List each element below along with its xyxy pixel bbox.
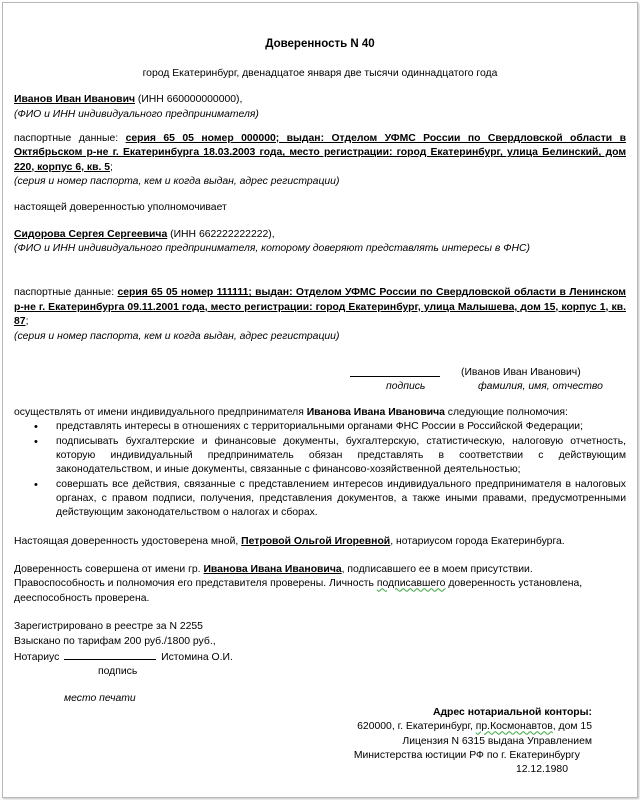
- passport-label-2: паспортные данные:: [14, 287, 118, 299]
- list-item: • представлять интересы в отношениях с территориальными органами ФНС России в Российской Федерации;: [56, 420, 626, 434]
- principal-passport-details: серия 65 05 номер 000000; выдан: Отделом УФМС России по Свердловской области в Октябрьском р-не г. Екатеринбурга 18.03.2003 года, место регистрации: город Екатеринбург, улица Белинский, дом 220, корпус 6, кв. 5: [14, 132, 626, 173]
- executed-line: [14, 563, 626, 577]
- principal-inn: (ИНН 660000000000),: [134, 94, 243, 106]
- document-body: [14, 37, 626, 778]
- signature-label: подпись: [386, 380, 426, 392]
- executed-text-end: , подписавшего ее в моем присутствии.: [341, 564, 533, 576]
- powers-intro-name: Иванова Ивана Ивановича: [306, 406, 445, 418]
- license-line: Лицензия N 6315 выдана Управлением: [402, 735, 592, 747]
- cert-text: Настоящая доверенность удостоверена мной,: [14, 535, 242, 547]
- signatory-name: (Иванов Иван Иванович): [461, 366, 581, 378]
- passport-semicolon-2: ;: [25, 316, 29, 328]
- capacity-text: Правоспособность и полномочия его представителя проверены. Личность: [14, 578, 377, 590]
- notary-signature-line: [64, 649, 156, 660]
- principal-signature-block: [14, 366, 626, 400]
- capacity-text-end: доверенность установлена, дееспособность проверена.: [14, 578, 583, 604]
- agent-passport-details: серия 65 05 номер 111111; выдан: Отделом УФМС России по Свердловской области в Ленинском р-не г. Екатеринбурга 09.11.2001 года, место регистрации: город Екатеринбург, улица Малышева, дом 15, корпус 1, кв. 87: [14, 287, 626, 328]
- agent-line: [14, 228, 626, 242]
- office-street: пр.Космонавтов: [475, 721, 553, 733]
- authorizes-line: настоящей доверенностью уполномочивает: [14, 202, 227, 214]
- capacity-word: подписавшего: [376, 578, 446, 590]
- fee-line: Взыскано по тарифам 200 руб./1800 руб.,: [14, 635, 216, 647]
- powers-list: [14, 420, 626, 521]
- document-title: Доверенность N 40: [265, 38, 375, 50]
- principal-hint: (ФИО и ИНН индивидуального предпринимателя): [14, 108, 259, 120]
- executed-name: Иванова Ивана Ивановича: [203, 564, 342, 576]
- powers-intro-end: следующие полномочия:: [444, 406, 568, 418]
- agent-hint: (ФИО и ИНН индивидуального предпринимателя, которому доверяют представлять интересы в ФНС): [14, 243, 530, 255]
- agent-passport-hint: (серия и номер паспорта, кем и когда выдан, адрес регистрации): [14, 330, 340, 342]
- principal-passport-hint: (серия и номер паспорта, кем и когда выдан, адрес регистрации): [14, 176, 340, 188]
- principal-line: [14, 93, 626, 107]
- agent-inn: (ИНН 662222222222),: [167, 228, 275, 240]
- office-title: Адрес нотариальной конторы:: [432, 707, 592, 718]
- list-item: • совершать все действия, связанные с представлением интересов индивидуального предпринимателя в налоговых органах, с правом подписи, получения, представления документов, а также иными правами, предусмотренными действующим законодательством о налогах и сборах.: [56, 478, 626, 521]
- agent-passport: [14, 286, 626, 329]
- seal-label: место печати: [64, 692, 136, 704]
- notary-line: [14, 649, 626, 665]
- office-address-text: 620000, г. Екатеринбург,: [357, 721, 476, 733]
- license-date: 12.12.1980: [515, 764, 568, 776]
- executed-text: Доверенность совершена от имени гр.: [14, 564, 204, 576]
- notary-full-name: Петровой Ольгой Игоревной: [241, 535, 391, 547]
- city-date-line: город Екатеринбург, двенадцатое января две тысячи одиннадцатого года: [142, 67, 498, 79]
- notary-signature-label: подпись: [98, 666, 138, 678]
- powers-intro-text: осуществлять от имени индивидуального предпринимателя: [14, 406, 307, 418]
- office-address: [14, 720, 626, 734]
- signature-line: [350, 376, 440, 377]
- notary-label: Нотариус: [14, 651, 60, 663]
- powers-intro: [14, 406, 626, 420]
- principal-name: Иванов Иван Иванович: [14, 94, 135, 106]
- principal-passport: [14, 132, 626, 175]
- registry-line: Зарегистрировано в реестре за N 2255: [14, 621, 203, 633]
- capacity-line: [14, 577, 626, 606]
- document-page: [2, 2, 638, 798]
- list-item: • подписывать бухгалтерские и финансовые документы, бухгалтерскую, статистическую, налоговую отчетность, которую индивидуальный предприниматель обязан представлять в соответствии с действующим законодательством, и иные документы, связанные с финансово-хозяйственной деятельностью;: [56, 435, 626, 478]
- office-address-end: , дом 15: [552, 721, 592, 733]
- ministry-line: Министерства юстиции РФ по г. Екатеринбургу: [353, 750, 580, 762]
- certification-line: [14, 535, 626, 549]
- passport-label: паспортные данные:: [14, 132, 126, 144]
- agent-name: Сидорова Сергея Сергеевича: [14, 228, 168, 240]
- passport-semicolon: ;: [110, 161, 113, 173]
- notary-name: Истомина О.И.: [161, 651, 233, 663]
- fio-label: фамилия, имя, отчество: [478, 380, 603, 392]
- cert-text-end: , нотариусом города Екатеринбурга.: [390, 535, 565, 547]
